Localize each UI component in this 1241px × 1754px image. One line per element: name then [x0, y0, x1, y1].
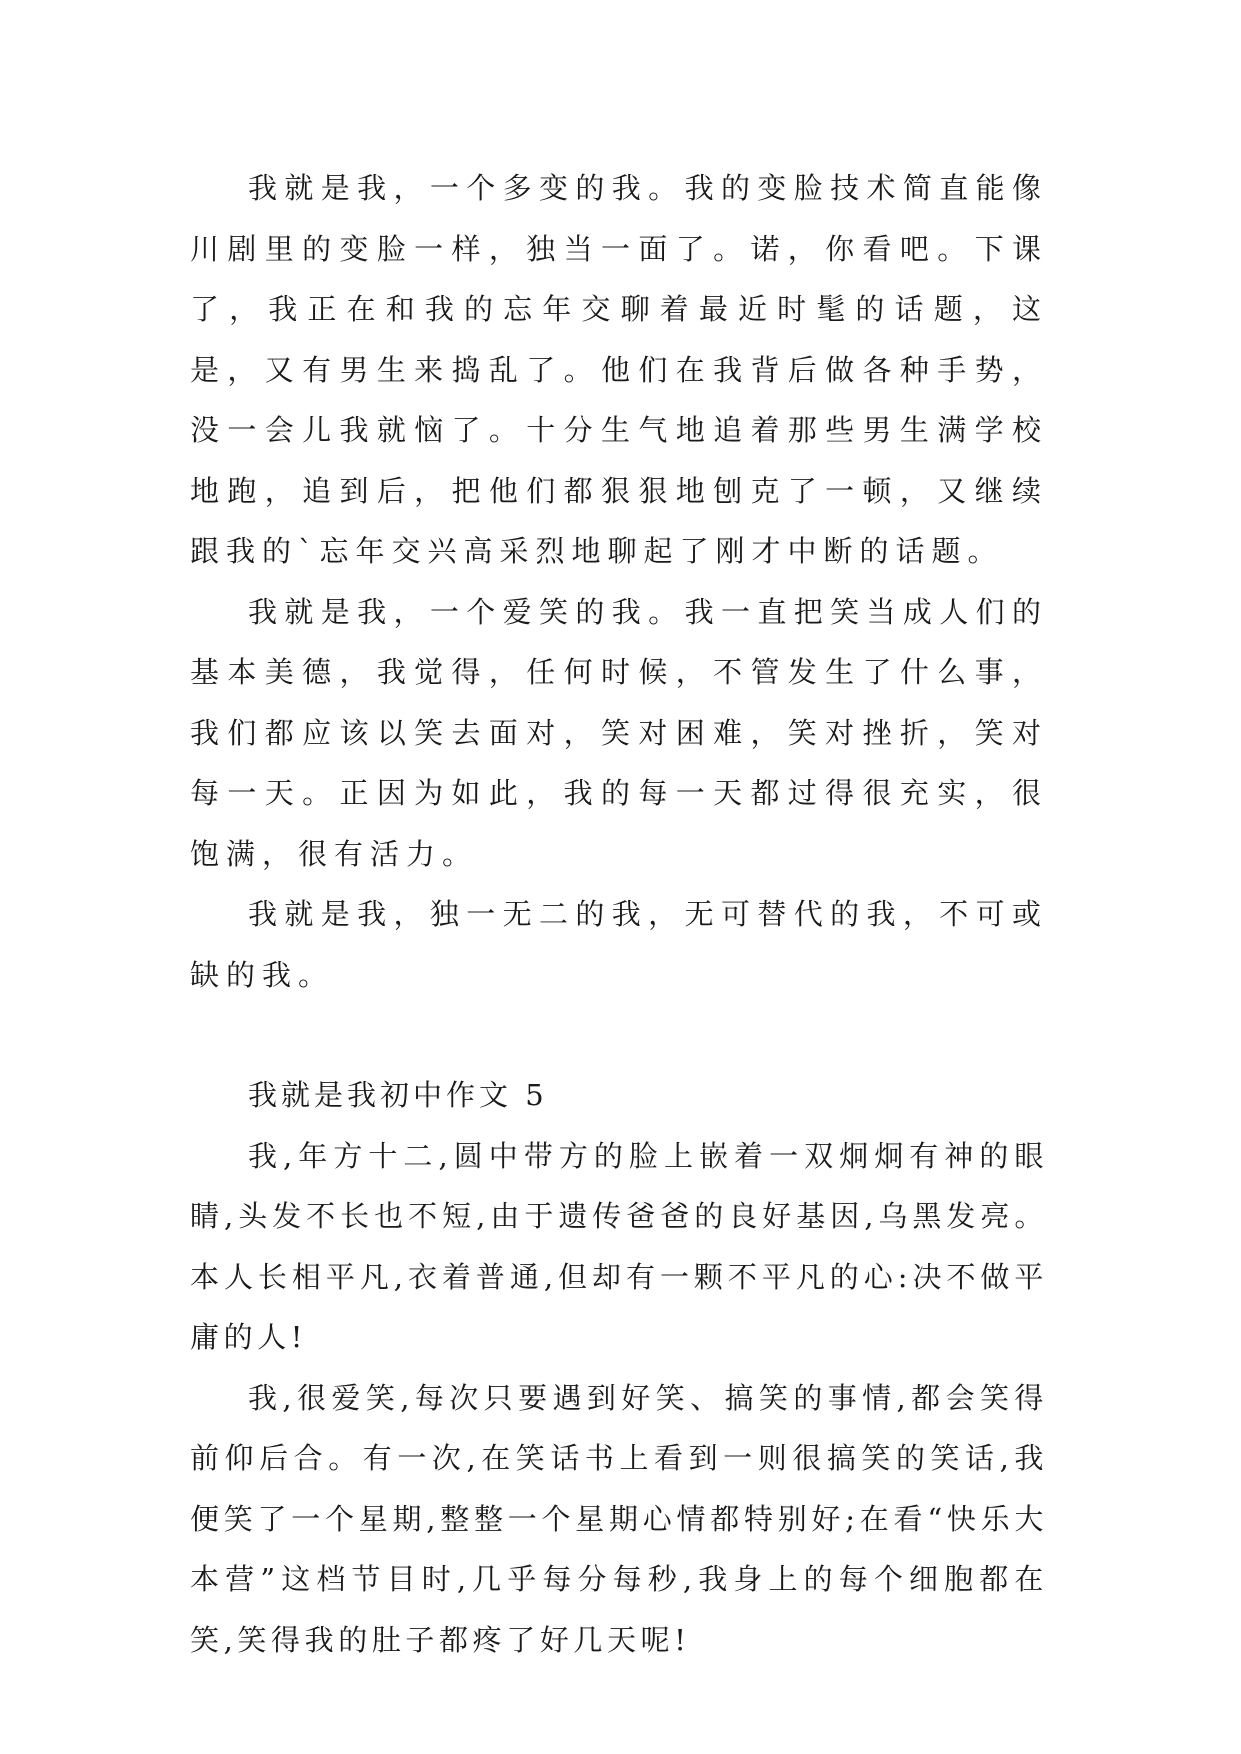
essay4-paragraph-3: 我就是我，独一无二的我，无可替代的我，不可或缺的我。: [190, 897, 1048, 992]
essay5-section: [190, 1065, 1048, 1670]
essay5-title: 我就是我初中作文 5: [248, 1078, 548, 1112]
essay4-paragraph-1: 我就是我，一个多变的我。我的变脸技术简直能像川剧里的变脸一样，独当一面了。诺，你看吧。下课了，我正在和我的忘年交聊着最近时髦的话题，这是，又有男生来捣乱了。他们在我背后做各种手势，没一会儿我就恼了。十分生气地追着那些男生满学校地跑，追到后，把他们都狠狠地刨克了一顿，又继续跟我的`忘年交兴高采烈地聊起了刚才中断的话题。: [190, 171, 1048, 568]
section-gap: [190, 1005, 1048, 1065]
document-body: [190, 158, 1048, 1670]
essay5-paragraph-1: 我,年方十二,圆中带方的脸上嵌着一双炯炯有神的眼睛,头发不长也不短,由于遗传爸爸的良好基因,乌黑发亮。本人长相平凡,衣着普通,但却有一颗不平凡的心:决不做平庸的人!: [190, 1138, 1048, 1354]
essay4-paragraph-2: 我就是我，一个爱笑的我。我一直把笑当成人们的基本美德，我觉得，任何时候，不管发生了什么事，我们都应该以笑去面对，笑对困难，笑对挫折，笑对每一天。正因为如此，我的每一天都过得很充实，很饱满，很有活力。: [190, 594, 1048, 871]
essay5-paragraph-2: 我,很爱笑,每次只要遇到好笑、搞笑的事情,都会笑得前仰后合。有一次,在笑话书上看到一则很搞笑的笑话,我便笑了一个星期,整整一个星期心情都特别好;在看“快乐大本营”这档节目时,几乎每分每秒,我身上的每个细胞都在笑,笑得我的肚子都疼了好几天呢!: [190, 1380, 1048, 1657]
